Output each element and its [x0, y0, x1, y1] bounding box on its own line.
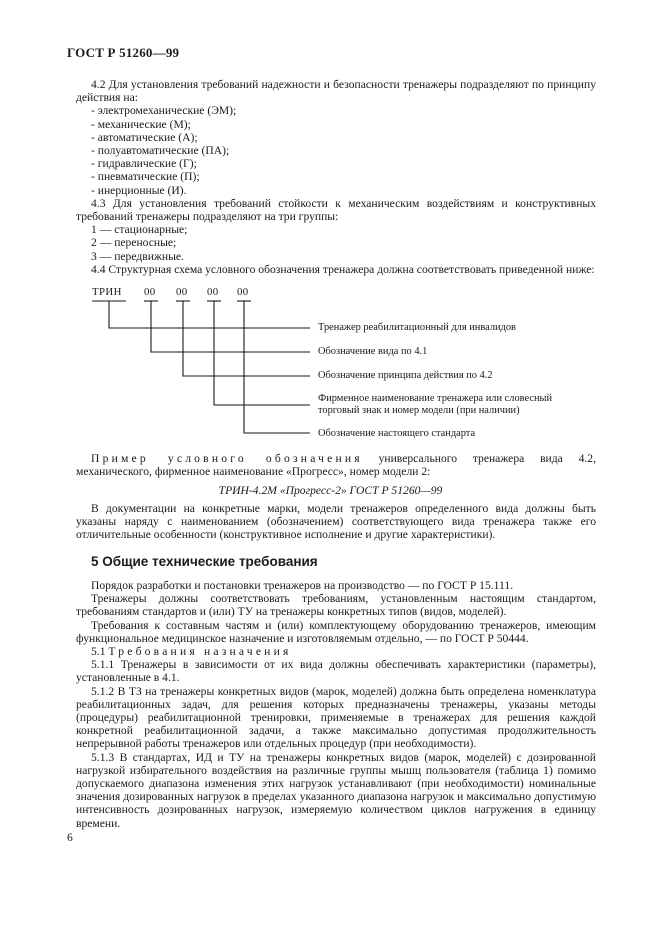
code-segment: 00 [207, 286, 219, 298]
paragraph: Тренажеры должны соответствовать требованиям, установленным настоящим стандартом, требованиям стандартов и (или) ТУ на тренажеры конкретных типов (видов, моделей). [76, 592, 596, 619]
diagram-label: Обозначение вида по 4.1 [318, 346, 428, 357]
diagram-lines [0, 0, 661, 460]
paragraph-5-1-1: 5.1.1 Тренажеры в зависимости от их вида должны обеспечивать характеристики (параметры), установленные в 4.1. [76, 658, 596, 685]
list-item: - электромеханические (ЭМ); [91, 104, 237, 118]
list-item: 3 — передвижные. [91, 249, 184, 263]
list-item: - пневматические (П); [91, 170, 200, 184]
list-item: - автоматические (А); [91, 130, 198, 144]
code-trin: ТРИН [92, 286, 122, 298]
section-5-heading: 5 Общие технические требования [91, 554, 318, 569]
example-paragraph [76, 452, 596, 478]
code-segment: 00 [144, 286, 156, 298]
code-segment: 00 [237, 286, 249, 298]
subsection-number: 5.1 [91, 645, 109, 659]
list-item: - гидравлические (Г); [91, 157, 197, 171]
connector-line [151, 301, 310, 352]
example-block [76, 452, 596, 478]
code-segment: 00 [176, 286, 188, 298]
subsection-title: Требования назначения [108, 645, 292, 659]
paragraph-4-4: 4.4 Структурная схема условного обозначения тренажера должна соответствовать приведенной ниже: [91, 262, 595, 276]
diagram-label: Обозначение принципа действия по 4.2 [318, 370, 493, 381]
paragraph-5-1-2: 5.1.2 В ТЗ на тренажеры конкретных видов (марок, моделей) должна быть определена номенклатура реабилитационных задач, для решения которых предназначены тренажеры, указаны методы (процедуры) реабилитационной тренировки, применяемые в тренажерах для решения каждой конкретной реабилитационной задачи, а также максимально допустимая продолжительность непрерывной работы тренажеров или отдельных процедур (при необходимости). [76, 684, 596, 751]
example-designation: ТРИН-4.2М «Прогресс-2» ГОСТ Р 51260—99 [218, 484, 443, 497]
paragraph: Порядок разработки и постановки тренажеров на производство — по ГОСТ Р 15.111. [91, 579, 514, 592]
document-header: ГОСТ Р 51260—99 [67, 45, 180, 60]
connector-line [244, 301, 310, 433]
paragraph-4-2: 4.2 Для установления требований надежности и безопасности тренажеры подразделяют по принципу действия на: [76, 78, 596, 105]
paragraph-5-1-3: 5.1.3 В стандартах, ИД и ТУ на тренажеры конкретных видов (марок, моделей) с дозированной нагрузкой избирательного воздействия на различные группы мышц пользователя (таблица 1) помимо допускаемого диапазона изменения этих нагрузок устанавливают (при необходимости) номинальные значения дозированных нагрузок в пределах указанного диапазона нагрузок и максимально допустимую интенсивность дозированных нагрузок, измеряемую количеством циклов нагружения в единицу времени. [76, 750, 596, 830]
documentation-note [76, 502, 596, 542]
section-5-text [76, 579, 596, 830]
list-item: 1 — стационарные; [91, 223, 188, 237]
page-number: 6 [67, 831, 73, 844]
connector-line [214, 301, 310, 405]
example-label: Пример условного обозначения [91, 452, 363, 465]
paragraph: Требования к составным частям и (или) комплектующему оборудованию тренажеров, имеющим функциональное медицинское назначение и изготовляемым отдельно, — по ГОСТ Р 50444. [76, 618, 596, 645]
paragraph-doc-note: В документации на конкретные марки, модели тренажеров определенного вида должны быть указаны наряду с наименованием (обозначением) соответствующего вида тренажера также его отличительные особенности (конструктивное исполнение и другие характеристики). [76, 502, 596, 542]
diagram-label: Обозначение настоящего стандарта [318, 428, 476, 439]
diagram-label: Фирменное наименование тренажера или словесный торговый знак и номер модели (при наличии) [318, 393, 553, 416]
list-item: - полуавтоматические (ПА); [91, 144, 230, 158]
paragraph-4-3: 4.3 Для установления требований стойкости к механическим воздействиям и конструктивных требований тренажеры подразделяют на три группы: [76, 196, 596, 224]
connector-line [183, 301, 310, 376]
subsection-5-1-heading [76, 645, 596, 658]
diagram-label: Тренажер реабилитационный для инвалидов [318, 322, 516, 333]
list-item: - инерционные (И). [91, 183, 187, 197]
list-item: - механические (М); [91, 117, 191, 131]
connector-line [109, 301, 310, 328]
list-item: 2 — переносные; [91, 236, 177, 250]
example-text: универсального тренажера вида 4.2, механического, фирменное наименование «Прогресс», номер модели 2: [76, 452, 596, 479]
